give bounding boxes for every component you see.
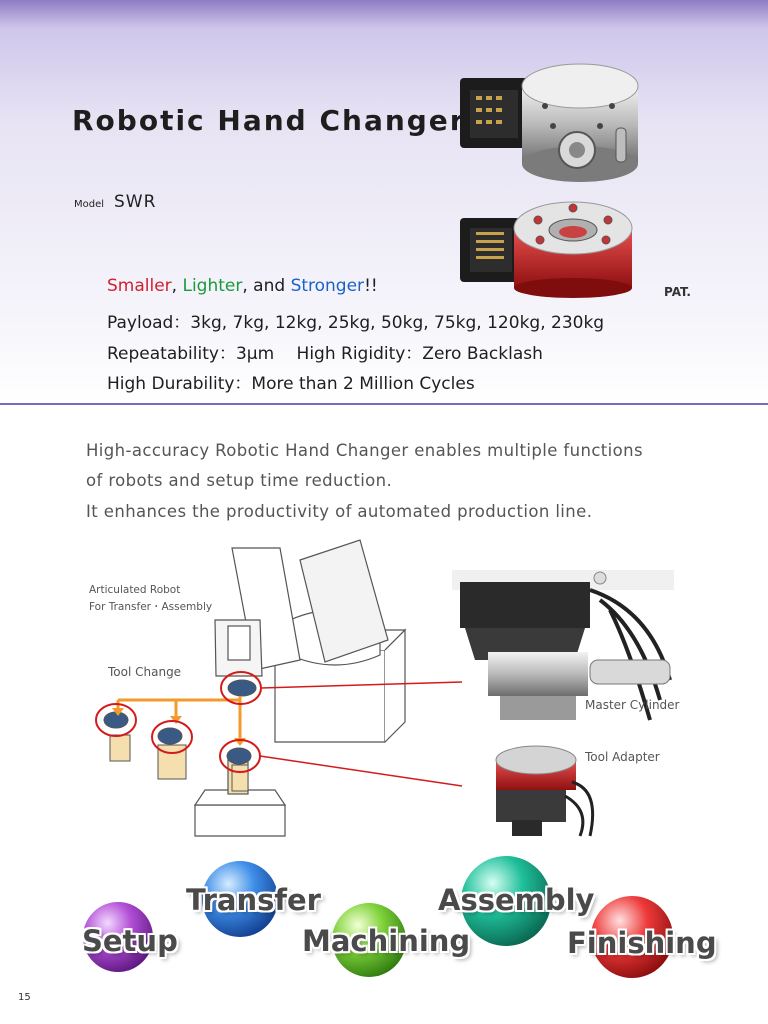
description-line-2: of robots and setup time reduction. [86,471,393,490]
process-machining-label: Machining [302,924,471,958]
tool-adapter-photo [460,202,632,298]
page-number: 15 [18,992,31,1003]
tagline-smaller: Smaller [107,276,172,296]
model-label: Model [74,199,105,210]
process-finishing-label: Finishing [567,926,717,960]
tagline-sep-2: , and [242,276,291,296]
feature-repeatability: Repeatability：3μm High Rigidity：Zero Backlash [107,344,543,364]
tool-change-label: Tool Change [108,665,182,679]
master-cylinder-label: Master Cylinder [585,698,680,712]
feature-tagline [107,276,378,296]
feature-payload: Payload：3kg, 7kg, 12kg, 25kg, 50kg, 75kg, 120kg, 230kg [107,313,605,333]
process-transfer-label: Transfer [186,883,321,917]
feature-durability: High Durability：More than 2 Million Cycles [107,374,475,394]
robot-label-2: For Transfer・Assembly [89,601,213,613]
tagline-stronger: Stronger [290,276,365,296]
master-unit-photo [460,64,638,182]
tools-drawing [104,680,256,791]
description-line-3: It enhances the productivity of automated production line. [86,502,593,521]
process-setup-label: Setup [82,924,178,958]
tagline-exclaim: !! [364,276,378,296]
tagline-sep-1: , [171,276,183,296]
patent-mark: PAT. [664,285,691,299]
tagline-lighter: Lighter [182,276,243,296]
robot-arm-drawing [215,540,405,742]
description-line-1: High-accuracy Robotic Hand Changer enables multiple functions [86,441,644,460]
robot-label-1: Articulated Robot [89,584,181,596]
tool-adapter-label: Tool Adapter [585,750,660,764]
tool-adapter-closeup-photo [496,746,593,836]
page-title: Robotic Hand Changer [72,104,466,137]
process-assembly-label: Assembly [438,883,595,917]
model-value: SWR [114,192,157,212]
